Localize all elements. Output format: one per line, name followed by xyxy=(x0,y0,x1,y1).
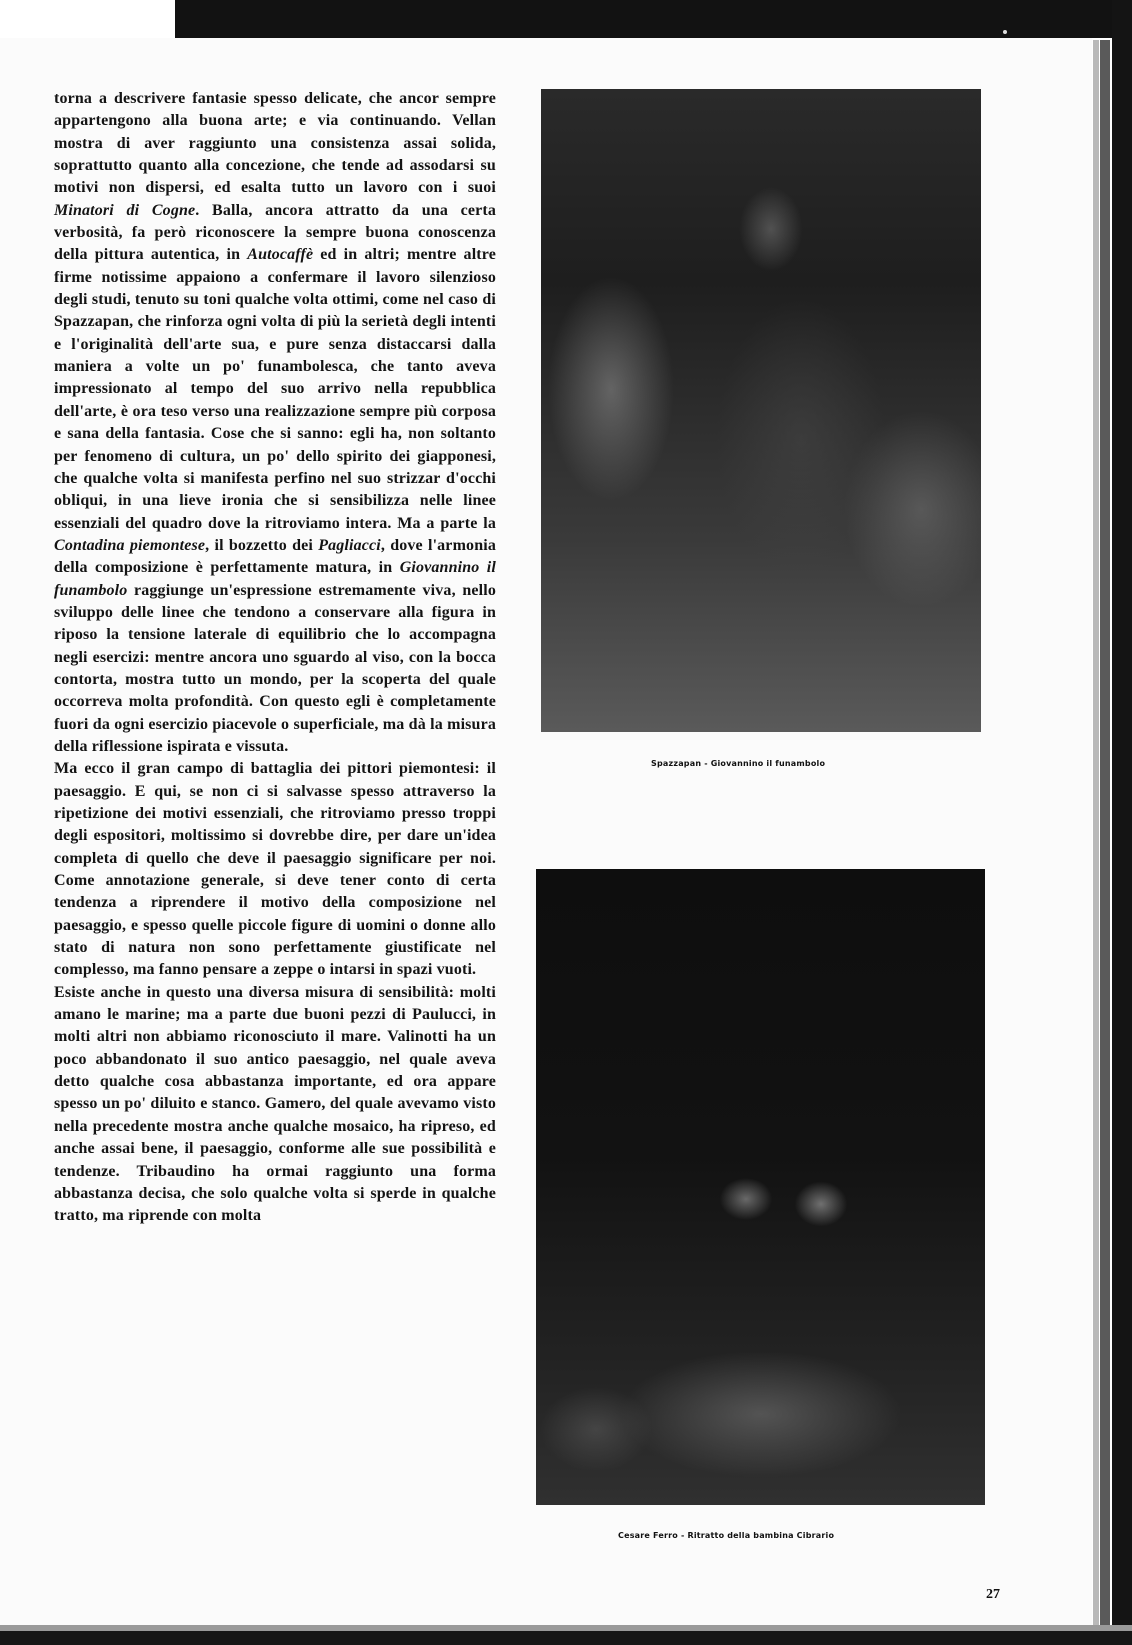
painting-photo-ritratto xyxy=(536,869,985,1505)
artwork-title: Giovannino il funambolo xyxy=(54,559,496,599)
scan-right-spine xyxy=(1100,40,1110,1625)
scan-right-border xyxy=(1112,0,1132,1645)
figure-caption-2: Cesare Ferro - Ritratto della bambina Cibrario xyxy=(618,1531,835,1540)
article-paragraph-2: Ma ecco il gran campo di battaglia dei pittori piemontesi: il paesaggio. E qui, se non ci si salvasse spesso attraverso la ripetizione dei motivi essenziali, che ritroviamo presso troppi degli espositori, moltissimo si dovrebbe dire, per dare un'idea completa di quello che deve il paesaggio significare per noi. Come annotazione generale, si deve tener conto di certa tendenza a riprendere il motivo della composizione nel paesaggio, e spesso quelle piccole figure di uomini o donne allo stato di natura non sono perfettamente giustificate nel complesso, ma fanno pensare a zeppe o intarsi in spazi vuoti. xyxy=(54,760,496,979)
scan-dust-mark xyxy=(1003,30,1007,34)
artwork-title: Autocaffè xyxy=(247,246,314,264)
scan-top-border xyxy=(175,0,1132,38)
painting-photo-giovannino xyxy=(541,89,981,732)
scan-bottom-border xyxy=(0,1631,1132,1645)
figure-caption-1: Spazzapan - Giovannino il funambolo xyxy=(651,759,826,768)
article-paragraph-3: Esiste anche in questo una diversa misura di sensibilità: molti amano le marine; ma a parte due buoni pezzi di Paulucci, in molti altri non abbiamo riconosciuto il mare. Valinotti ha un poco abbandonato il suo antico paesaggio, nel quale aveva detto qualche cosa abbastanza importante, ed ora appare spesso un po' diluito e stanco. Gamero, del quale avevamo visto nella precedente mostra anche qualche mosaico, ha ripreso, ed anche assai bene, il paesaggio, conforme alle sue possibilità e tendenze. Tribaudino ha ormai raggiunto una forma abbastanza decisa, che solo qualche volta si sperde in qualche tratto, ma riprende con molta xyxy=(54,983,496,1225)
article-text-column xyxy=(54,88,496,1228)
artwork-title: Contadina piemontese xyxy=(54,536,206,554)
scan-right-page-edge xyxy=(1093,40,1099,1625)
artwork-title: Pagliacci xyxy=(318,536,381,554)
page-number: 27 xyxy=(986,1587,1000,1602)
article-paragraph-1: torna a descrivere fantasie spesso delicate, che ancor sempre appartengono alla buona arte; e via continuando. Vellan mostra di aver raggiunto una consistenza assai solida, soprattutto quanto alla concezione, che tende ad assodarsi su motivi non dispersi, ed esalta tutto un lavoro con i suoi Minatori di Cogne. Balla, ancora attratto da una certa verbosità, fa però riconoscere la sempre buona conoscenza della pittura autentica, in Autocaffè ed in altri; mentre altre firme notissime appaiono a confermare il lavoro silenzioso degli studi, tenuto su toni qualche volta ottimi, come nel caso di Spazzapan, che rinforza ogni volta di più la serietà degli intenti e l'originalità dell'arte sua, e pure senza distaccarsi dalla maniera a volte un po' funambolesca, che tanto aveva impressionato al tempo del suo arrivo nella repubblica dell'arte, è ora teso verso una realizzazione sempre più corposa e sana della fantasia. Cose che si sanno: egli ha, non soltanto per fenomeno di cultura, un po' dello spirito dei giapponesi, che qualche volta si manifesta perfino nel suo strizzar d'occhi obliqui, in una lieve ironia che si sensibilizza nelle linee essenziali del quadro dove la ritroviamo intera. Ma a parte la Contadina piemontese, il bozzetto dei Pagliacci, dove l'armonia della composizione è perfettamente matura, in Giovannino il funambolo raggiunge un'espressione estremamente viva, nello sviluppo delle linee che tendono a conservare alla figura in riposo la tensione laterale di equilibrio che lo accompagna negli esercizi: mentre ancora uno sguardo al viso, con la bocca contorta, mostra tutto un mondo, per la scoperta del quale occorreva molta profondità. Con questo egli è completamente fuori da ogni esercizio piacevole o superficiale, ma dà la misura della riflessione ispirata e vissuta. xyxy=(54,90,496,755)
artwork-title: Minatori di Cogne xyxy=(54,201,196,219)
